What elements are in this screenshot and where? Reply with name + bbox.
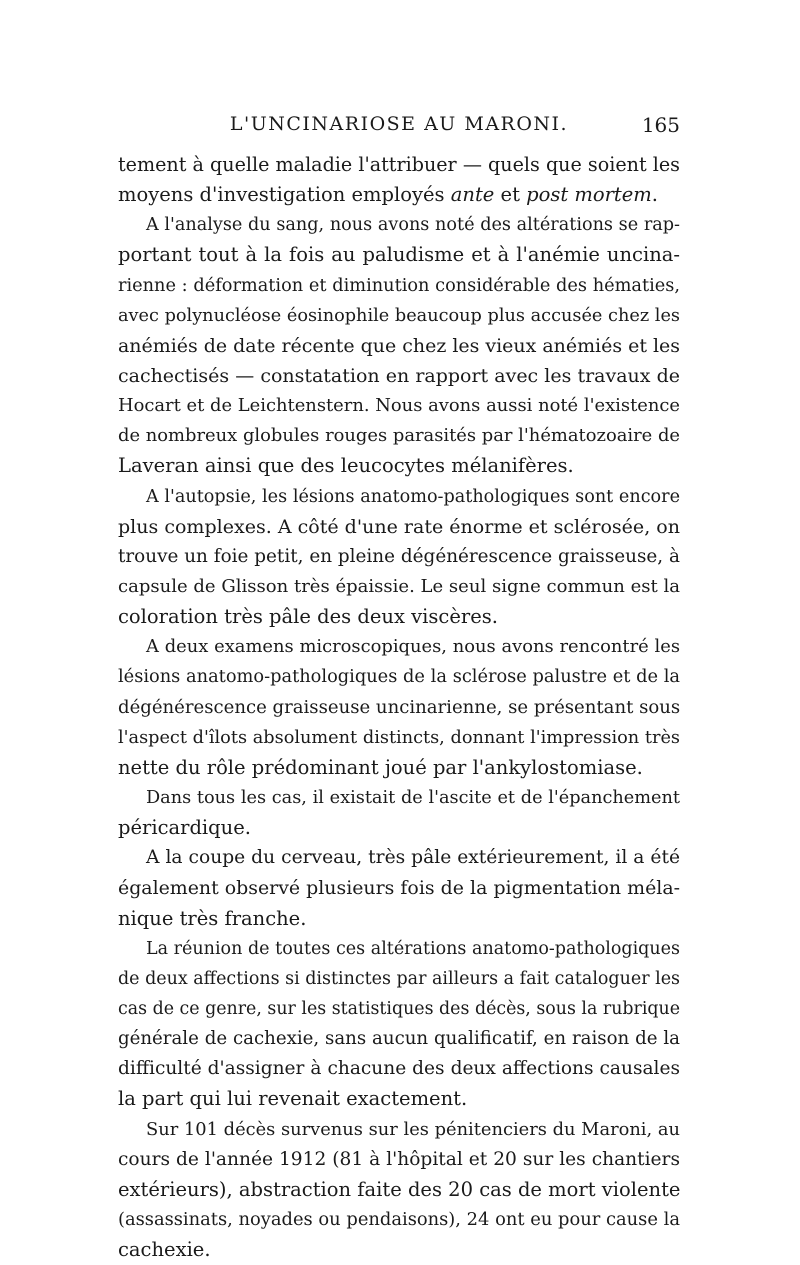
text-line: de deux affections si distinctes par ailleurs a fait cataloguer les xyxy=(118,968,680,989)
text-line: Sur 101 décès survenus sur les pénitenciers du Maroni, au xyxy=(146,1118,680,1140)
text-line: A deux examens microscopiques, nous avons rencontré les xyxy=(146,636,680,658)
text-line: A l'analyse du sang, nous avons noté des altérations se rap- xyxy=(146,215,680,236)
text-line: cours de l'année 1912 (81 à l'hôpital et 20 sur les chantiers xyxy=(118,1148,680,1170)
text-line: péricardique. xyxy=(118,816,251,840)
text-line: la part qui lui revenait exactement. xyxy=(118,1087,468,1111)
text-line: rienne : déformation et diminution considérable des hématies, xyxy=(118,275,680,296)
text-line: cachectisés — constatation en rapport avec les travaux de xyxy=(118,364,680,387)
text-line: capsule de Glisson très épaissie. Le seul signe commun est la xyxy=(118,575,680,597)
text-line: anémiés de date récente que chez les vieux anémiés et les xyxy=(118,334,680,357)
text-line: lésions anatomo-pathologiques de la sclérose palustre et de la xyxy=(118,666,680,688)
body-text xyxy=(118,150,680,1265)
text-line: également observé plusieurs fois de la pigmentation méla- xyxy=(118,877,680,900)
text-line: coloration très pâle des deux viscères. xyxy=(118,605,498,629)
text-line: l'aspect d'îlots absolument distincts, donnant l'impression très xyxy=(118,727,680,748)
text-line: dégénérescence graisseuse uncinarienne, se présentant sous xyxy=(118,696,681,718)
text-line: plus complexes. A côté d'une rate énorme et sclérosée, on xyxy=(118,515,680,538)
text-line: difficulté d'assigner à chacune des deux affections causales xyxy=(118,1058,680,1080)
running-title: L'UNCINARIOSE AU MARONI. xyxy=(229,113,569,135)
page-number: 165 xyxy=(641,113,680,137)
text-line: Dans tous les cas, il existait de l'ascite et de l'épanchement xyxy=(146,787,680,808)
text-line: (assassinats, noyades ou pendaisons), 24 ont eu pour cause la xyxy=(118,1208,680,1230)
text-line: nique très franche. xyxy=(118,906,307,930)
text-line: Laveran ainsi que des leucocytes mélanifères. xyxy=(118,454,574,478)
text-line: de nombreux globules rouges parasités par l'hématozoaire de xyxy=(118,425,680,447)
text-line: nette du rôle prédominant joué par l'ankylostomiase. xyxy=(118,755,643,779)
text-line: générale de cachexie, sans aucun qualificatif, en raison de la xyxy=(118,1028,680,1050)
text-line: La réunion de toutes ces altérations anatomo-pathologiques xyxy=(146,938,680,959)
text-line: avec polynucléose éosinophile beaucoup plus accusée chez les xyxy=(118,305,680,326)
text-line: cas de ce genre, sur les statistiques des décès, sous la rubrique xyxy=(118,998,680,1019)
text-line: portant tout à la fois au paludisme et à l'anémie uncina- xyxy=(118,243,680,267)
text-line: Hocart et de Leichtenstern. Nous avons aussi noté l'existence xyxy=(118,395,680,417)
text-line: A la coupe du cerveau, très pâle extérieurement, il a été xyxy=(146,847,680,869)
text-line: cachexie. xyxy=(118,1238,211,1262)
text-line: extérieurs), abstraction faite des 20 cas de mort violente xyxy=(118,1177,681,1201)
text-line: moyens d'investigation employés ante et post mortem. xyxy=(118,183,658,207)
running-head xyxy=(118,113,680,143)
text-line: A l'autopsie, les lésions anatomo-pathologiques sont encore xyxy=(146,486,680,507)
text-line: trouve un foie petit, en pleine dégénérescence graisseuse, à xyxy=(118,545,680,567)
text-line: tement à quelle maladie l'attribuer — quels que soient les xyxy=(118,153,680,176)
